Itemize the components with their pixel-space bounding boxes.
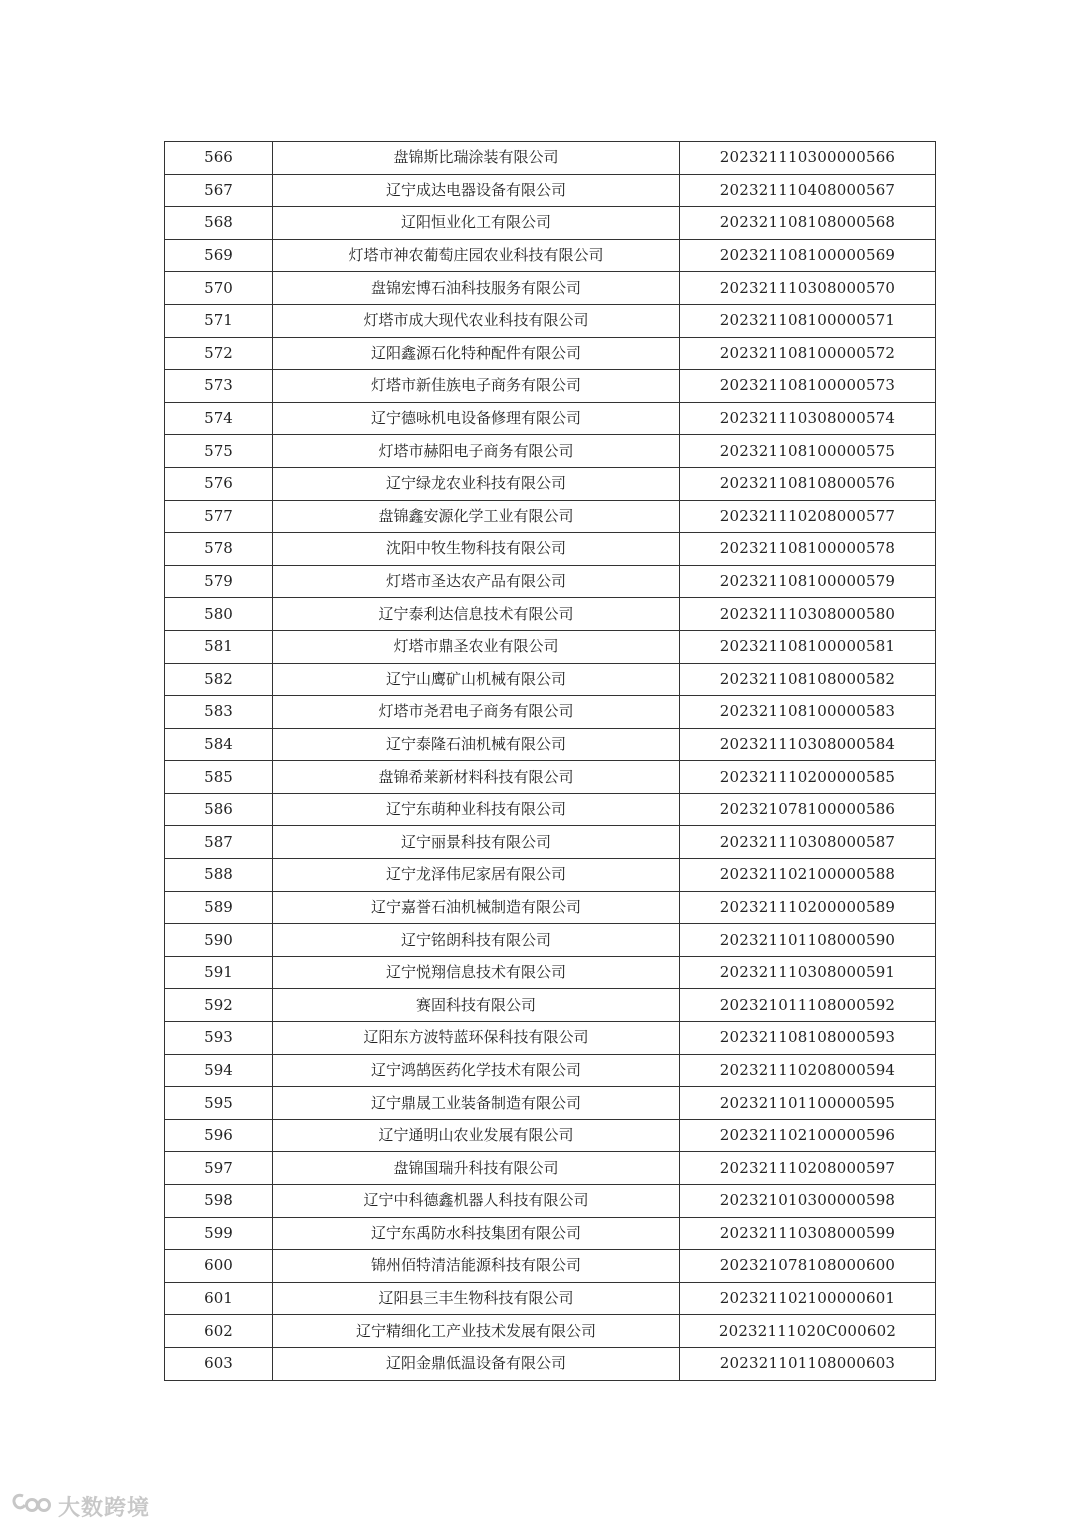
registration-code: 202321108108000576	[680, 467, 936, 500]
chain-link-icon	[10, 1490, 52, 1522]
company-name: 辽宁泰利达信息技术有限公司	[273, 598, 680, 631]
table-row	[165, 500, 936, 533]
table-row	[165, 598, 936, 631]
row-number: 587	[165, 826, 273, 859]
registration-code: 202321110308000591	[680, 956, 936, 989]
table-row	[165, 728, 936, 761]
registration-code: 202321110308000570	[680, 272, 936, 305]
row-number: 566	[165, 142, 273, 175]
row-number: 570	[165, 272, 273, 305]
registry-table-body	[165, 142, 936, 1381]
registration-code: 202321108100000569	[680, 239, 936, 272]
registration-code: 202321102100000596	[680, 1119, 936, 1152]
company-name: 辽阳金鼎低温设备有限公司	[273, 1347, 680, 1380]
row-number: 568	[165, 207, 273, 240]
row-number: 584	[165, 728, 273, 761]
registration-code: 202321110200000589	[680, 891, 936, 924]
registration-code: 202321108100000578	[680, 533, 936, 566]
registration-code: 202321108100000573	[680, 370, 936, 403]
company-name: 灯塔市赫阳电子商务有限公司	[273, 435, 680, 468]
registration-code: 202321101100000595	[680, 1087, 936, 1120]
row-number: 592	[165, 989, 273, 1022]
registration-code: 202321110308000584	[680, 728, 936, 761]
row-number: 576	[165, 467, 273, 500]
company-name: 辽宁泰隆石油机械有限公司	[273, 728, 680, 761]
company-name: 辽宁中科德鑫机器人科技有限公司	[273, 1185, 680, 1218]
row-number: 583	[165, 696, 273, 729]
table-row	[165, 239, 936, 272]
table-row	[165, 402, 936, 435]
row-number: 602	[165, 1315, 273, 1348]
registration-code: 202321078108000600	[680, 1250, 936, 1283]
company-name: 辽宁鸿鹄医药化学技术有限公司	[273, 1054, 680, 1087]
registration-code: 202321102100000588	[680, 859, 936, 892]
table-row	[165, 891, 936, 924]
company-name: 辽宁绿龙农业科技有限公司	[273, 467, 680, 500]
table-row	[165, 924, 936, 957]
registration-code: 202321110308000574	[680, 402, 936, 435]
row-number: 574	[165, 402, 273, 435]
company-name: 锦州佰特清洁能源科技有限公司	[273, 1250, 680, 1283]
registration-code: 202321110408000567	[680, 174, 936, 207]
row-number: 586	[165, 793, 273, 826]
company-name: 辽宁铭朗科技有限公司	[273, 924, 680, 957]
company-name: 辽阳恒业化工有限公司	[273, 207, 680, 240]
company-name: 沈阳中牧生物科技有限公司	[273, 533, 680, 566]
table-row	[165, 207, 936, 240]
company-name: 辽宁丽景科技有限公司	[273, 826, 680, 859]
company-name: 辽宁成达电器设备有限公司	[273, 174, 680, 207]
table-row	[165, 467, 936, 500]
table-row	[165, 1282, 936, 1315]
table-row	[165, 435, 936, 468]
row-number: 567	[165, 174, 273, 207]
row-number: 580	[165, 598, 273, 631]
registration-code: 202321110308000587	[680, 826, 936, 859]
row-number: 578	[165, 533, 273, 566]
registration-code: 202321108100000572	[680, 337, 936, 370]
table-row	[165, 272, 936, 305]
row-number: 582	[165, 663, 273, 696]
company-name: 灯塔市鼎圣农业有限公司	[273, 630, 680, 663]
table-row	[165, 1119, 936, 1152]
registration-code: 202321102100000601	[680, 1282, 936, 1315]
registration-code: 202321011108000592	[680, 989, 936, 1022]
table-row	[165, 1217, 936, 1250]
company-name: 辽宁东萌种业科技有限公司	[273, 793, 680, 826]
row-number: 572	[165, 337, 273, 370]
registration-code: 20232111020C000602	[680, 1315, 936, 1348]
company-name: 盘锦鑫安源化学工业有限公司	[273, 500, 680, 533]
table-row	[165, 663, 936, 696]
registration-code: 202321110200000585	[680, 761, 936, 794]
registration-code: 202321110208000577	[680, 500, 936, 533]
table-row	[165, 1347, 936, 1380]
company-name: 灯塔市新佳族电子商务有限公司	[273, 370, 680, 403]
company-name: 辽宁山鹰矿山机械有限公司	[273, 663, 680, 696]
company-name: 盘锦宏博石油科技服务有限公司	[273, 272, 680, 305]
enterprise-registry-table	[164, 141, 936, 1381]
registration-code: 202321108108000582	[680, 663, 936, 696]
registration-code: 202321110308000599	[680, 1217, 936, 1250]
table-row	[165, 793, 936, 826]
watermark	[10, 1490, 150, 1522]
registration-code: 202321108100000581	[680, 630, 936, 663]
table-row	[165, 1087, 936, 1120]
company-name: 辽宁精细化工产业技术发展有限公司	[273, 1315, 680, 1348]
table-row	[165, 989, 936, 1022]
table-row	[165, 142, 936, 175]
company-name: 盘锦斯比瑞涂装有限公司	[273, 142, 680, 175]
row-number: 577	[165, 500, 273, 533]
registration-code: 202321078100000586	[680, 793, 936, 826]
registration-code: 202321101108000590	[680, 924, 936, 957]
table-row	[165, 859, 936, 892]
company-name: 灯塔市圣达农产品有限公司	[273, 565, 680, 598]
registration-code: 202321108108000593	[680, 1022, 936, 1055]
registration-code: 202321108100000583	[680, 696, 936, 729]
table-row	[165, 533, 936, 566]
company-name: 辽宁德咏机电设备修理有限公司	[273, 402, 680, 435]
row-number: 598	[165, 1185, 273, 1218]
registration-code: 202321010300000598	[680, 1185, 936, 1218]
row-number: 575	[165, 435, 273, 468]
company-name: 辽宁东禹防水科技集团有限公司	[273, 1217, 680, 1250]
row-number: 594	[165, 1054, 273, 1087]
company-name: 赛固科技有限公司	[273, 989, 680, 1022]
registration-code: 202321110308000580	[680, 598, 936, 631]
row-number: 591	[165, 956, 273, 989]
row-number: 579	[165, 565, 273, 598]
table-row	[165, 761, 936, 794]
row-number: 603	[165, 1347, 273, 1380]
table-row	[165, 1022, 936, 1055]
table-row	[165, 630, 936, 663]
row-number: 600	[165, 1250, 273, 1283]
watermark-text: 大数跨境	[58, 1495, 151, 1521]
company-name: 辽阳鑫源石化特种配件有限公司	[273, 337, 680, 370]
table-row	[165, 1315, 936, 1348]
company-name: 辽阳县三丰生物科技有限公司	[273, 1282, 680, 1315]
company-name: 辽阳东方波特蓝环保科技有限公司	[273, 1022, 680, 1055]
row-number: 599	[165, 1217, 273, 1250]
table-row	[165, 174, 936, 207]
row-number: 593	[165, 1022, 273, 1055]
registration-code: 202321101108000603	[680, 1347, 936, 1380]
table-row	[165, 304, 936, 337]
company-name: 辽宁龙泽伟尼家居有限公司	[273, 859, 680, 892]
company-name: 辽宁通明山农业发展有限公司	[273, 1119, 680, 1152]
table-row	[165, 565, 936, 598]
company-name: 辽宁悦翔信息技术有限公司	[273, 956, 680, 989]
company-name: 盘锦希莱新材料科技有限公司	[273, 761, 680, 794]
company-name: 灯塔市神农葡萄庄园农业科技有限公司	[273, 239, 680, 272]
row-number: 573	[165, 370, 273, 403]
row-number: 585	[165, 761, 273, 794]
table-row	[165, 370, 936, 403]
row-number: 597	[165, 1152, 273, 1185]
company-name: 盘锦国瑞升科技有限公司	[273, 1152, 680, 1185]
registration-code: 202321110208000594	[680, 1054, 936, 1087]
row-number: 590	[165, 924, 273, 957]
registration-code: 202321108100000571	[680, 304, 936, 337]
row-number: 595	[165, 1087, 273, 1120]
company-name: 辽宁嘉誉石油机械制造有限公司	[273, 891, 680, 924]
registration-code: 202321110300000566	[680, 142, 936, 175]
company-name: 灯塔市成大现代农业科技有限公司	[273, 304, 680, 337]
row-number: 589	[165, 891, 273, 924]
row-number: 596	[165, 1119, 273, 1152]
row-number: 569	[165, 239, 273, 272]
table-row	[165, 1185, 936, 1218]
company-name: 辽宁鼎晟工业装备制造有限公司	[273, 1087, 680, 1120]
registration-code: 202321108100000579	[680, 565, 936, 598]
table-row	[165, 696, 936, 729]
registration-code: 202321108108000568	[680, 207, 936, 240]
table-row	[165, 956, 936, 989]
registration-code: 202321110208000597	[680, 1152, 936, 1185]
table-row	[165, 1054, 936, 1087]
table-row	[165, 337, 936, 370]
registration-code: 202321108100000575	[680, 435, 936, 468]
table-row	[165, 1152, 936, 1185]
company-name: 灯塔市尧君电子商务有限公司	[273, 696, 680, 729]
table-row	[165, 1250, 936, 1283]
row-number: 581	[165, 630, 273, 663]
row-number: 588	[165, 859, 273, 892]
row-number: 601	[165, 1282, 273, 1315]
table-row	[165, 826, 936, 859]
row-number: 571	[165, 304, 273, 337]
